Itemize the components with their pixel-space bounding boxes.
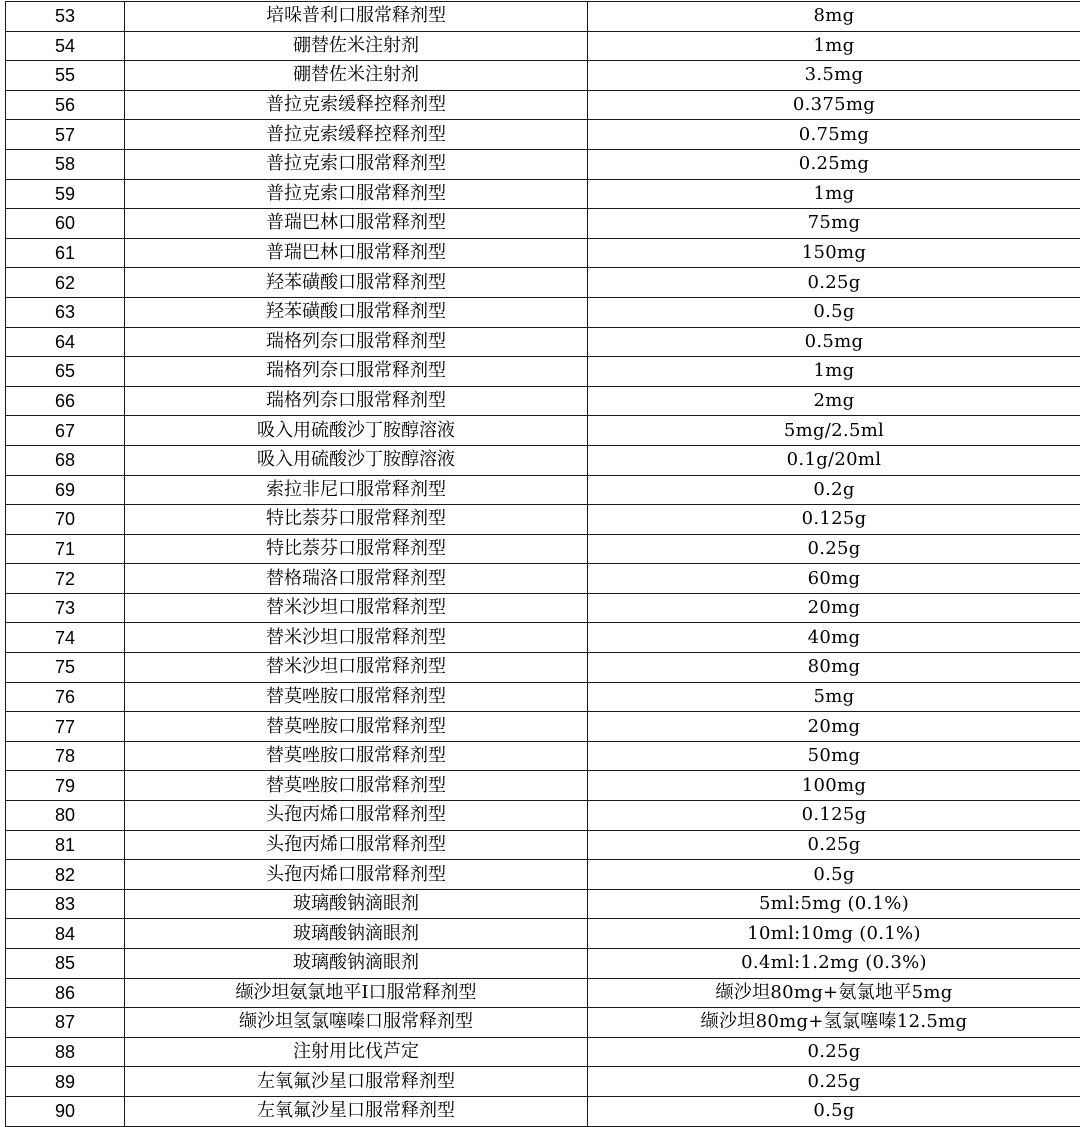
- drug-spec-cell: 0.2g: [588, 475, 1080, 505]
- table-row: [6, 297, 1080, 327]
- drug-name-cell: 替米沙坦口服常释剂型: [125, 623, 588, 653]
- drug-name-cell: 玻璃酸钠滴眼剂: [125, 889, 588, 919]
- drug-name-cell: 左氧氟沙星口服常释剂型: [125, 1096, 588, 1126]
- drug-name-cell: 玻璃酸钠滴眼剂: [125, 919, 588, 949]
- drug-name-cell: 头孢丙烯口服常释剂型: [125, 830, 588, 860]
- row-number-cell: 84: [6, 919, 125, 949]
- table-row: [6, 31, 1080, 61]
- table-row: [6, 712, 1080, 742]
- row-number-cell: 54: [6, 31, 125, 61]
- table-row: [6, 90, 1080, 120]
- drug-spec-cell: 0.5g: [588, 297, 1080, 327]
- row-number-cell: 79: [6, 771, 125, 801]
- row-number-cell: 85: [6, 949, 125, 979]
- drug-name-cell: 替米沙坦口服常释剂型: [125, 653, 588, 683]
- row-number-cell: 67: [6, 416, 125, 446]
- drug-name-cell: 左氧氟沙星口服常释剂型: [125, 1067, 588, 1097]
- drug-spec-cell: 0.25g: [588, 1067, 1080, 1097]
- drug-name-cell: 替格瑞洛口服常释剂型: [125, 564, 588, 594]
- row-number-cell: 74: [6, 623, 125, 653]
- row-number-cell: 82: [6, 860, 125, 890]
- row-number-cell: 58: [6, 149, 125, 179]
- row-number-cell: 78: [6, 741, 125, 771]
- drug-spec-cell: 20mg: [588, 593, 1080, 623]
- table-row: [6, 771, 1080, 801]
- drug-spec-cell: 150mg: [588, 238, 1080, 268]
- table-row: [6, 327, 1080, 357]
- drug-name-cell: 普瑞巴林口服常释剂型: [125, 209, 588, 239]
- row-number-cell: 88: [6, 1037, 125, 1067]
- table-row: [6, 593, 1080, 623]
- drug-name-cell: 吸入用硫酸沙丁胺醇溶液: [125, 445, 588, 475]
- drug-name-cell: 吸入用硫酸沙丁胺醇溶液: [125, 416, 588, 446]
- drug-name-cell: 替莫唑胺口服常释剂型: [125, 741, 588, 771]
- drug-name-cell: 普拉克索口服常释剂型: [125, 179, 588, 209]
- table-row: [6, 682, 1080, 712]
- drug-name-cell: 瑞格列奈口服常释剂型: [125, 327, 588, 357]
- row-number-cell: 87: [6, 1008, 125, 1038]
- table-row: [6, 741, 1080, 771]
- drug-spec-cell: 1mg: [588, 31, 1080, 61]
- drug-name-cell: 培哚普利口服常释剂型: [125, 2, 588, 32]
- table-body: [6, 2, 1080, 1127]
- table-row: [6, 534, 1080, 564]
- drug-name-cell: 硼替佐米注射剂: [125, 31, 588, 61]
- table-row: [6, 919, 1080, 949]
- row-number-cell: 64: [6, 327, 125, 357]
- drug-spec-cell: 0.25g: [588, 534, 1080, 564]
- drug-spec-cell: 20mg: [588, 712, 1080, 742]
- row-number-cell: 65: [6, 357, 125, 387]
- table-row: [6, 238, 1080, 268]
- row-number-cell: 83: [6, 889, 125, 919]
- table-row: [6, 120, 1080, 150]
- drug-spec-cell: 3.5mg: [588, 61, 1080, 91]
- drug-spec-cell: 0.5g: [588, 860, 1080, 890]
- drug-name-cell: 替莫唑胺口服常释剂型: [125, 771, 588, 801]
- table-row: [6, 416, 1080, 446]
- drug-spec-cell: 0.5mg: [588, 327, 1080, 357]
- table-row: [6, 623, 1080, 653]
- drug-spec-cell: 8mg: [588, 2, 1080, 32]
- drug-name-cell: 注射用比伐芦定: [125, 1037, 588, 1067]
- row-number-cell: 72: [6, 564, 125, 594]
- row-number-cell: 60: [6, 209, 125, 239]
- row-number-cell: 70: [6, 505, 125, 535]
- table-row: [6, 209, 1080, 239]
- drug-name-cell: 普瑞巴林口服常释剂型: [125, 238, 588, 268]
- drug-spec-cell: 10ml:10mg (0.1%): [588, 919, 1080, 949]
- drug-spec-cell: 0.5g: [588, 1096, 1080, 1126]
- table-row: [6, 475, 1080, 505]
- drug-spec-cell: 缬沙坦80mg+氢氯噻嗪12.5mg: [588, 1008, 1080, 1038]
- drug-name-cell: 特比萘芬口服常释剂型: [125, 505, 588, 535]
- drug-spec-cell: 0.1g/20ml: [588, 445, 1080, 475]
- drug-spec-cell: 5mg/2.5ml: [588, 416, 1080, 446]
- drug-name-cell: 替莫唑胺口服常释剂型: [125, 712, 588, 742]
- drug-name-cell: 玻璃酸钠滴眼剂: [125, 949, 588, 979]
- drug-name-cell: 特比萘芬口服常释剂型: [125, 534, 588, 564]
- table-row: [6, 949, 1080, 979]
- drug-name-cell: 普拉克索缓释控释剂型: [125, 90, 588, 120]
- table-row: [6, 149, 1080, 179]
- drug-name-cell: 瑞格列奈口服常释剂型: [125, 386, 588, 416]
- drug-spec-cell: 1mg: [588, 179, 1080, 209]
- drug-spec-cell: 缬沙坦80mg+氨氯地平5mg: [588, 978, 1080, 1008]
- table-row: [6, 830, 1080, 860]
- row-number-cell: 86: [6, 978, 125, 1008]
- drug-name-cell: 头孢丙烯口服常释剂型: [125, 860, 588, 890]
- drug-name-cell: 缬沙坦氨氯地平Ⅰ口服常释剂型: [125, 978, 588, 1008]
- drug-spec-cell: 0.75mg: [588, 120, 1080, 150]
- drug-name-cell: 替莫唑胺口服常释剂型: [125, 682, 588, 712]
- drug-spec-cell: 50mg: [588, 741, 1080, 771]
- row-number-cell: 62: [6, 268, 125, 298]
- table-row: [6, 445, 1080, 475]
- drug-name-cell: 索拉非尼口服常释剂型: [125, 475, 588, 505]
- table-row: [6, 61, 1080, 91]
- row-number-cell: 57: [6, 120, 125, 150]
- row-number-cell: 53: [6, 2, 125, 32]
- row-number-cell: 61: [6, 238, 125, 268]
- table-row: [6, 889, 1080, 919]
- drug-name-cell: 瑞格列奈口服常释剂型: [125, 357, 588, 387]
- row-number-cell: 75: [6, 653, 125, 683]
- table-row: [6, 505, 1080, 535]
- drug-name-cell: 替米沙坦口服常释剂型: [125, 593, 588, 623]
- table-row: [6, 179, 1080, 209]
- row-number-cell: 56: [6, 90, 125, 120]
- drug-name-cell: 头孢丙烯口服常释剂型: [125, 801, 588, 831]
- row-number-cell: 89: [6, 1067, 125, 1097]
- drug-spec-cell: 0.125g: [588, 801, 1080, 831]
- drug-spec-cell: 0.25g: [588, 830, 1080, 860]
- drug-name-cell: 普拉克索口服常释剂型: [125, 149, 588, 179]
- drug-name-cell: 普拉克索缓释控释剂型: [125, 120, 588, 150]
- drug-spec-cell: 0.25mg: [588, 149, 1080, 179]
- drug-name-cell: 缬沙坦氢氯噻嗪口服常释剂型: [125, 1008, 588, 1038]
- row-number-cell: 68: [6, 445, 125, 475]
- row-number-cell: 71: [6, 534, 125, 564]
- drug-spec-cell: 100mg: [588, 771, 1080, 801]
- row-number-cell: 66: [6, 386, 125, 416]
- table-row: [6, 386, 1080, 416]
- table-row: [6, 1008, 1080, 1038]
- row-number-cell: 80: [6, 801, 125, 831]
- drug-spec-cell: 0.375mg: [588, 90, 1080, 120]
- row-number-cell: 76: [6, 682, 125, 712]
- row-number-cell: 81: [6, 830, 125, 860]
- drug-spec-cell: 2mg: [588, 386, 1080, 416]
- row-number-cell: 73: [6, 593, 125, 623]
- drug-spec-cell: 0.4ml:1.2mg (0.3%): [588, 949, 1080, 979]
- row-number-cell: 69: [6, 475, 125, 505]
- table-row: [6, 1037, 1080, 1067]
- table-row: [6, 564, 1080, 594]
- table-row: [6, 268, 1080, 298]
- table-row: [6, 2, 1080, 32]
- drug-name-cell: 羟苯磺酸口服常释剂型: [125, 268, 588, 298]
- row-number-cell: 90: [6, 1096, 125, 1126]
- row-number-cell: 55: [6, 61, 125, 91]
- drug-spec-cell: 1mg: [588, 357, 1080, 387]
- table-row: [6, 801, 1080, 831]
- drug-spec-cell: 60mg: [588, 564, 1080, 594]
- drug-spec-cell: 5mg: [588, 682, 1080, 712]
- drug-spec-cell: 75mg: [588, 209, 1080, 239]
- table-row: [6, 860, 1080, 890]
- table-row: [6, 653, 1080, 683]
- drug-spec-cell: 0.125g: [588, 505, 1080, 535]
- row-number-cell: 63: [6, 297, 125, 327]
- drug-spec-cell: 0.25g: [588, 1037, 1080, 1067]
- table-row: [6, 1096, 1080, 1126]
- table-row: [6, 978, 1080, 1008]
- drug-spec-cell: 40mg: [588, 623, 1080, 653]
- table-row: [6, 1067, 1080, 1097]
- row-number-cell: 59: [6, 179, 125, 209]
- drug-name-cell: 羟苯磺酸口服常释剂型: [125, 297, 588, 327]
- drug-spec-table: [5, 1, 1080, 1127]
- row-number-cell: 77: [6, 712, 125, 742]
- table-row: [6, 357, 1080, 387]
- drug-name-cell: 硼替佐米注射剂: [125, 61, 588, 91]
- drug-spec-cell: 5ml:5mg (0.1%): [588, 889, 1080, 919]
- drug-spec-cell: 80mg: [588, 653, 1080, 683]
- drug-spec-cell: 0.25g: [588, 268, 1080, 298]
